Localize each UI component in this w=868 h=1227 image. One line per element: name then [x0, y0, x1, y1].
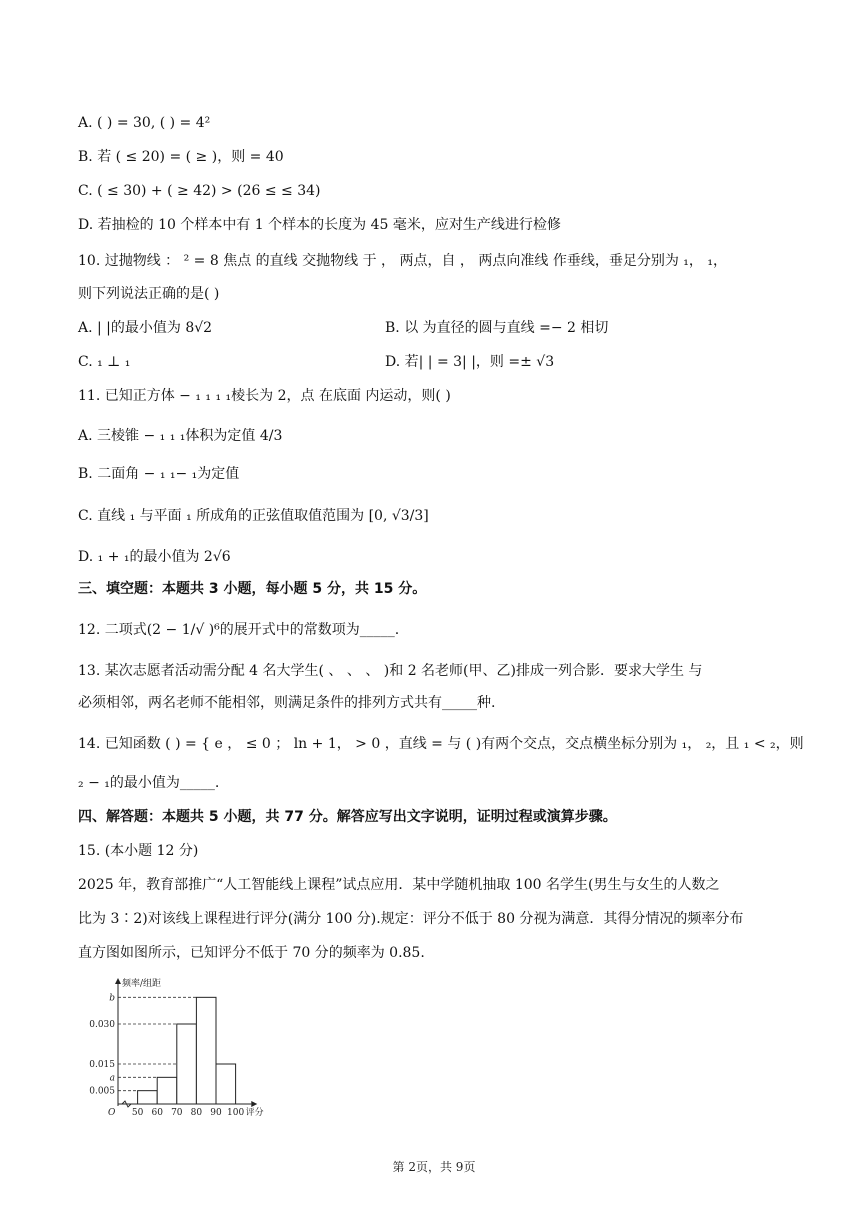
question-15-line3: 直方图如图所示，已知评分不低于 70 分的频率为 0.85. [78, 945, 425, 961]
histogram-bar [196, 997, 216, 1104]
question-11-stem: 11. 已知正方体 − ₁ ₁ ₁ ₁棱长为 2，点 在底面 内运动，则( ) [78, 388, 451, 404]
origin-label: O [108, 1108, 116, 1118]
y-tick-label: 0.030 [89, 1020, 115, 1030]
section-4-heading: 四、解答题：本题共 5 小题，共 77 分。解答应写出文字说明，证明过程或演算步骤。 [78, 809, 617, 825]
option-11a: A. 三棱锥 − ₁ ₁ ₁体积为定值 4/3 [78, 428, 283, 444]
x-tick-label: 80 [190, 1108, 203, 1118]
page-footer: 第 2页，共 9页 [392, 1160, 476, 1174]
option-9c: C. ( ≤ 30) + ( ≥ 42) > (26 ≤ ≤ 34) [78, 183, 321, 199]
y-axis-title: 频率/组距 [122, 979, 162, 989]
option-10b: B. 以 为直径的圆与直线 =− 2 相切 [385, 320, 609, 336]
y-tick-label: a [109, 1073, 115, 1084]
section-3-heading: 三、填空题：本题共 3 小题，每小题 5 分，共 15 分。 [78, 581, 427, 597]
question-14-line2: ₂ − ₁的最小值为_____. [78, 775, 220, 791]
question-10-stem: 10. 过抛物线 ： ² = 8 焦点 的直线 交抛物线 于 ， 两点，自 ， 两点向准线 作垂线，垂足分别为 ₁， ₁， [78, 253, 727, 269]
question-12: 12. 二项式(2 − 1/√ )⁶的展开式中的常数项为_____. [78, 622, 400, 638]
option-9d: D. 若抽检的 10 个样本中有 1 个样本的长度为 45 毫米，应对生产线进行检修 [78, 217, 561, 233]
option-9b: B. 若 ( ≤ 20) = ( ≥ )，则 = 40 [78, 149, 284, 165]
option-10d: D. 若| | = 3| |，则 =± √3 [385, 354, 555, 370]
y-axis-arrow [115, 978, 121, 984]
question-15-line1: 2025 年，教育部推广“人工智能线上课程”试点应用．某中学随机抽取 100 名学生(男生与女生的人数之 [78, 877, 720, 893]
option-11b: B. 二面角 − ₁ ₁− ₁为定值 [78, 466, 240, 482]
question-13-line1: 13. 某次志愿者活动需分配 4 名大学生( 、 、 、 )和 2 名老师(甲、乙)排成一列合影．要求大学生 与 [78, 663, 703, 679]
question-10-stem-cont: 则下列说法正确的是( ) [78, 286, 220, 302]
y-tick-label: 0.005 [89, 1086, 115, 1097]
x-axis-title: 评分 [245, 1108, 264, 1118]
histogram-bar [138, 1091, 158, 1104]
x-tick-label: 70 [171, 1108, 183, 1118]
question-15-header: 15. (本小题 12 分) [78, 843, 199, 859]
option-10c: C. ₁ ⊥ ₁ [78, 354, 131, 370]
option-10a: A. | |的最小值为 8√2 [78, 320, 213, 336]
x-tick-label: 50 [131, 1108, 144, 1118]
x-tick-label: 90 [210, 1108, 222, 1118]
x-tick-label: 100 [227, 1108, 245, 1118]
question-14-line1: 14. 已知函数 ( ) = { e ， ≤ 0 ； ln + 1， > 0 ，直线 = 与 ( )有两个交点，交点横坐标分别为 ₁， ₂，且 ₁ < ₂，则 [78, 736, 804, 752]
question-15-line2: 比为 3∶2)对该线上课程进行评分(满分 100 分).规定：评分不低于 80 分视为满意．其得分情况的频率分布 [78, 911, 744, 927]
histogram-bar [157, 1077, 177, 1104]
y-tick-label: 0.015 [89, 1060, 115, 1070]
histogram-bar [177, 1024, 197, 1104]
y-tick-label: b [109, 993, 115, 1004]
question-13-line2: 必须相邻，两名老师不能相邻，则满足条件的排列方式共有_____种. [78, 695, 496, 711]
option-9a: A. ( ) = 30, ( ) = 4² [78, 115, 211, 131]
option-11d: D. ₁ + ₁的最小值为 2√6 [78, 549, 231, 565]
x-axis-arrow [251, 1101, 257, 1107]
frequency-histogram [78, 978, 278, 1120]
option-11c: C. 直线 ₁ 与平面 ₁ 所成角的正弦值取值范围为 [0, √3/3] [78, 508, 429, 524]
x-tick-label: 60 [151, 1108, 163, 1118]
histogram-bar [216, 1064, 236, 1104]
